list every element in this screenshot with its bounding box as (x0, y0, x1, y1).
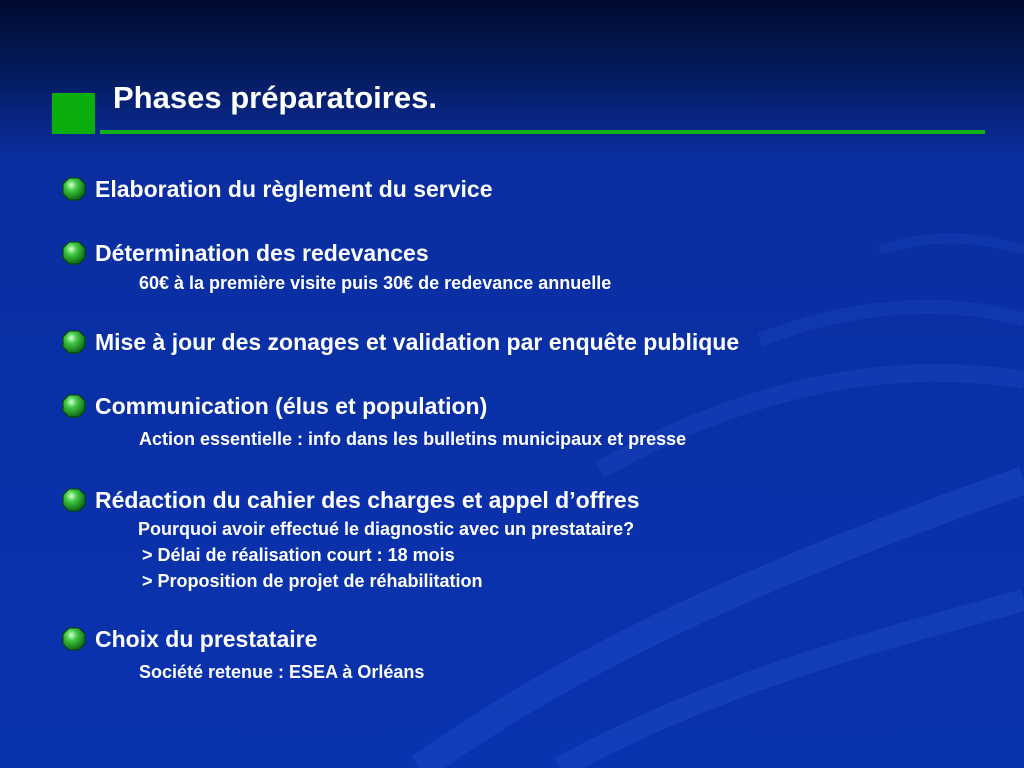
item-heading: Choix du prestataire (95, 625, 318, 652)
title-accent-square (52, 93, 95, 134)
item-zonages (62, 326, 739, 358)
item-heading: Détermination des redevances (95, 239, 429, 266)
item-detail: 60€ à la première visite puis 30€ de redevance annuelle (139, 273, 612, 293)
item-detail: > Délai de réalisation court : 18 mois (142, 545, 455, 565)
green-gem-bullet-icon (62, 177, 86, 201)
item-cahier-des-charges (62, 484, 640, 594)
item-detail: Société retenue : ESEA à Orléans (139, 662, 425, 682)
item-detail: > Proposition de projet de réhabilitation (142, 571, 483, 591)
slide-title: Phases préparatoires. (113, 80, 437, 115)
item-heading: Elaboration du règlement du service (95, 175, 493, 202)
item-detail: Action essentielle : info dans les bulletins municipaux et presse (139, 429, 687, 449)
green-gem-bullet-icon (62, 627, 86, 651)
item-redevances (62, 237, 611, 296)
item-elaboration (62, 173, 493, 205)
item-heading: Rédaction du cahier des charges et appel d’offres (95, 486, 640, 513)
green-gem-bullet-icon (62, 330, 86, 354)
title-underline (100, 130, 985, 134)
green-gem-bullet-icon (62, 241, 86, 265)
item-detail: Pourquoi avoir effectué le diagnostic avec un prestataire? (138, 519, 635, 539)
item-heading: Mise à jour des zonages et validation par enquête publique (95, 328, 740, 355)
green-gem-bullet-icon (62, 394, 86, 418)
item-heading: Communication (élus et population) (95, 392, 488, 419)
item-prestataire (62, 623, 424, 685)
green-gem-bullet-icon (62, 488, 86, 512)
item-communication (62, 390, 686, 452)
